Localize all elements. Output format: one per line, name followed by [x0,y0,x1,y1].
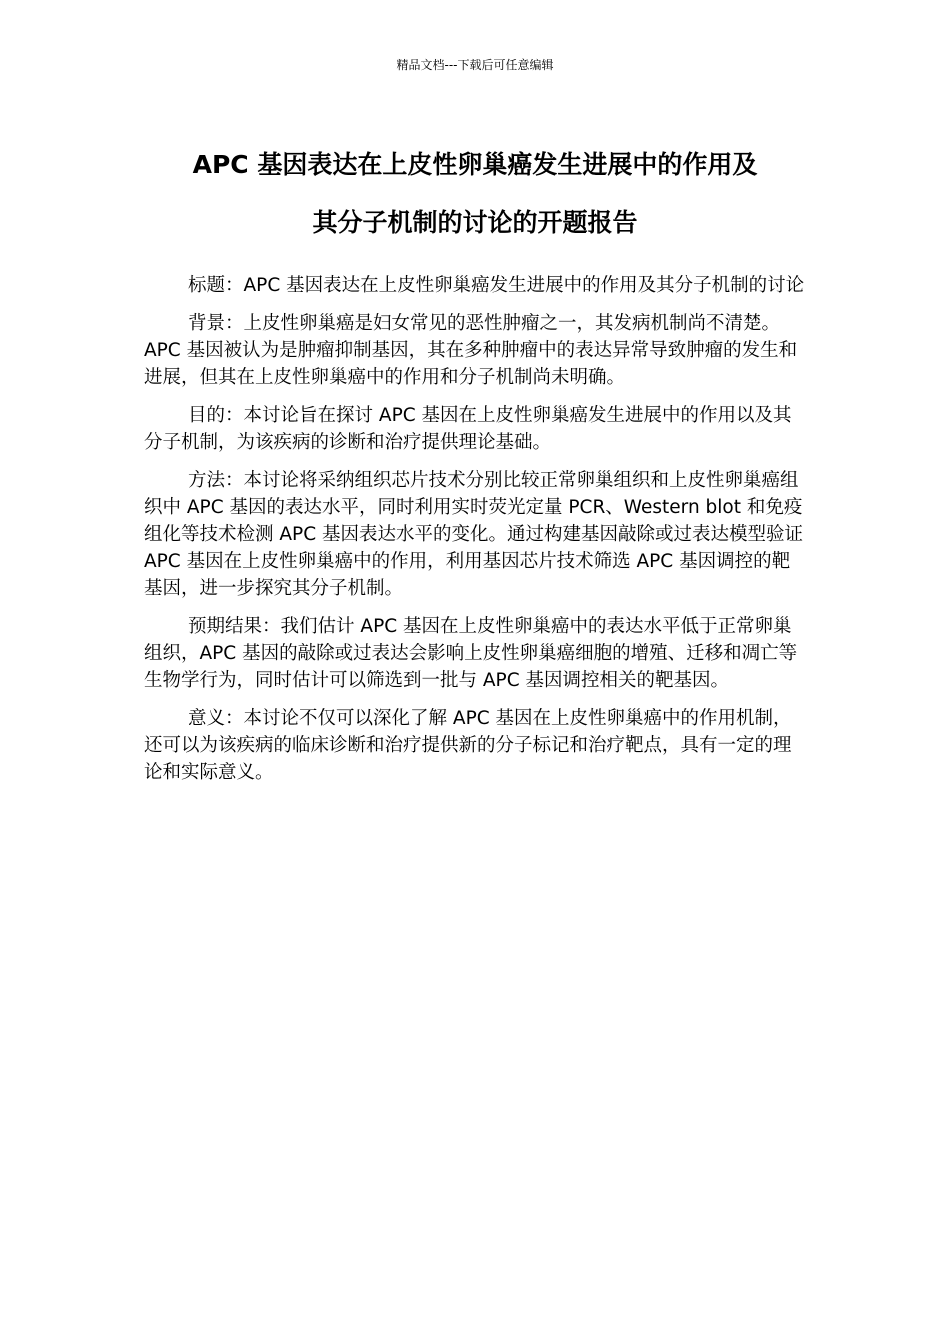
section-text: APC 基因表达在上皮性卵巢癌发生进展中的作用及其分子机制的讨论 [243,275,805,296]
section-label: 目的 ： [188,405,244,426]
section-text: 我们估计 APC 基因在上皮性卵巢癌中的表达水平低于正常卵巢组织，APC 基因的敲除或过表达会影响上皮性卵巢癌细胞的增殖、迁移和凋亡等生物学行为，同时估计可以筛选到一批与 APC 基因调控相关的靶基因。 [144,616,798,691]
section-methods-paragraph [144,467,806,602]
document-title-line-1: APC 基因表达在上皮性卵巢癌发生进展中的作用及 [192,150,758,179]
section-text: 本讨论将采纳组织芯片技术分别比较正常卵巢组织和上皮性卵巢癌组织中 APC 基因的表达水平，同时利用实时荧光定量 PCR、Western blot 和免疫组化等技术检测 APC 基因表达水平的变化。通过构建基因敲除或过表达模型验证 APC 基因在上皮性卵巢癌中的作用，利用基因芯片技术筛选 APC 基因调控的靶基因，进一步探究其分子机制。 [144,470,803,599]
section-label: 背景 ： [188,313,244,334]
document-title-line-2: 其分子机制的讨论的开题报告 [312,208,638,237]
section-background-paragraph [144,310,806,391]
section-text: 上皮性卵巢癌是妇女常见的恶性肿瘤之一，其发病机制尚不清楚。APC 基因被认为是肿瘤抑制基因，其在多种肿瘤中的表达异常导致肿瘤的发生和进展，但其在上皮性卵巢癌中的作用和分子机制尚未明确。 [144,313,798,388]
section-significance-paragraph [144,705,806,786]
page-header-note: 精品文档---下载后可任意编辑 [396,58,554,72]
section-label: 预期结果 ： [188,616,281,637]
section-text: 本讨论不仅可以深化了解 APC 基因在上皮性卵巢癌中的作用机制，还可以为该疾病的临床诊断和治疗提供新的分子标记和治疗靶点，具有一定的理论和实际意义。 [144,708,792,783]
section-label: 标题 ： [188,275,244,296]
section-purpose-paragraph [144,402,806,456]
section-title-paragraph [144,272,806,299]
section-text: 本讨论旨在探讨 APC 基因在上皮性卵巢癌发生进展中的作用以及其分子机制，为该疾病的诊断和治疗提供理论基础。 [144,405,792,453]
section-label: 意义 ： [188,708,244,729]
document-title [100,136,850,252]
document-body [144,272,806,797]
section-expected-results-paragraph [144,613,806,694]
section-label: 方法 ： [188,470,244,491]
